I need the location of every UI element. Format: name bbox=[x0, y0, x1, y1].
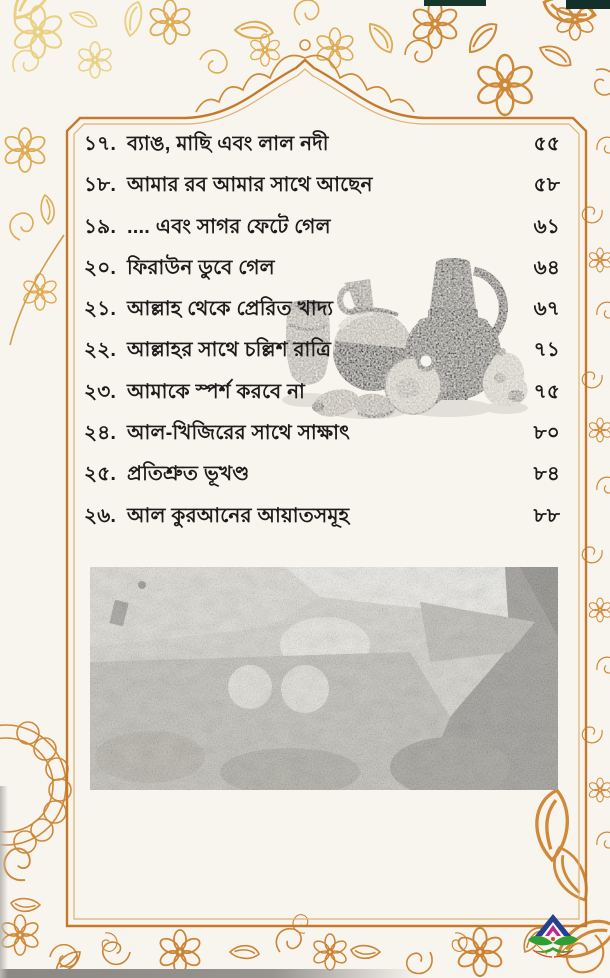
toc-row bbox=[84, 253, 562, 294]
toc-number: ১৮. bbox=[84, 174, 117, 197]
scan-artifact-top-strip bbox=[566, 0, 610, 9]
toc-title: আমাকে স্পর্শ করবে না bbox=[127, 380, 306, 403]
arch-scallops bbox=[196, 56, 414, 113]
toc-page-number: ৮৮ bbox=[533, 504, 560, 527]
toc-number: ২০. bbox=[84, 256, 117, 279]
scan-artifact-top-strip bbox=[424, 0, 486, 6]
toc-row bbox=[84, 212, 562, 253]
toc-row bbox=[84, 418, 562, 459]
toc-list bbox=[84, 129, 562, 542]
toc-number: ২১. bbox=[84, 298, 117, 321]
toc-title: আল্লাহ থেকে প্রেরিত খাদ্য bbox=[127, 298, 334, 321]
toc-title: আল কুরআনের আয়াতসমূহ bbox=[127, 504, 350, 527]
toc-title: ফিরাউন ডুবে গেল bbox=[127, 256, 275, 279]
toc-number: ২৪. bbox=[84, 422, 117, 445]
toc-number: ২২. bbox=[84, 339, 117, 362]
mountain-photo bbox=[90, 567, 558, 790]
toc-number: ২৫. bbox=[84, 463, 117, 486]
toc-title: আমার রব আমার সাথে আছেন bbox=[127, 174, 373, 197]
toc-page-number: ৬৪ bbox=[533, 256, 560, 279]
toc-title: ব্যাঙ, মাছি এবং লাল নদী bbox=[127, 133, 329, 155]
toc-row bbox=[84, 377, 562, 418]
toc-page-number: ৫৫ bbox=[533, 133, 560, 155]
toc-row bbox=[84, 459, 562, 500]
toc-row bbox=[84, 335, 562, 376]
scan-artifact-left-strip bbox=[0, 786, 8, 978]
toc-title: আল্লাহর সাথে চল্লিশ রাত্রি bbox=[127, 339, 332, 362]
toc-title: প্রতিশ্রুত ভূখণ্ড bbox=[127, 463, 250, 486]
toc-number: ১৭. bbox=[84, 133, 117, 155]
toc-page-number: ৬৭ bbox=[533, 298, 560, 321]
toc-page-number: ৫৮ bbox=[533, 174, 560, 197]
toc-number: ২৬. bbox=[84, 504, 117, 527]
toc-page-number: ৬১ bbox=[533, 215, 560, 238]
toc-row bbox=[84, 501, 562, 542]
toc-page-number: ৮৪ bbox=[533, 463, 560, 486]
toc-number: ২৩. bbox=[84, 380, 117, 403]
toc-number: ১৯. bbox=[84, 215, 117, 238]
toc-title: আল-খিজিরের সাথে সাক্ষাৎ bbox=[127, 422, 351, 445]
toc-row bbox=[84, 170, 562, 211]
scan-artifact-bottom-strip bbox=[0, 969, 420, 978]
toc-page-number: ৭১ bbox=[533, 339, 560, 362]
toc-row bbox=[84, 129, 562, 170]
toc-row bbox=[84, 294, 562, 335]
publisher-logo-icon bbox=[527, 912, 579, 958]
toc-page-number: ৮০ bbox=[533, 422, 560, 445]
toc-page-number: ৭৫ bbox=[533, 380, 560, 403]
toc-title: .... এবং সাগর ফেটে গেল bbox=[127, 215, 331, 238]
